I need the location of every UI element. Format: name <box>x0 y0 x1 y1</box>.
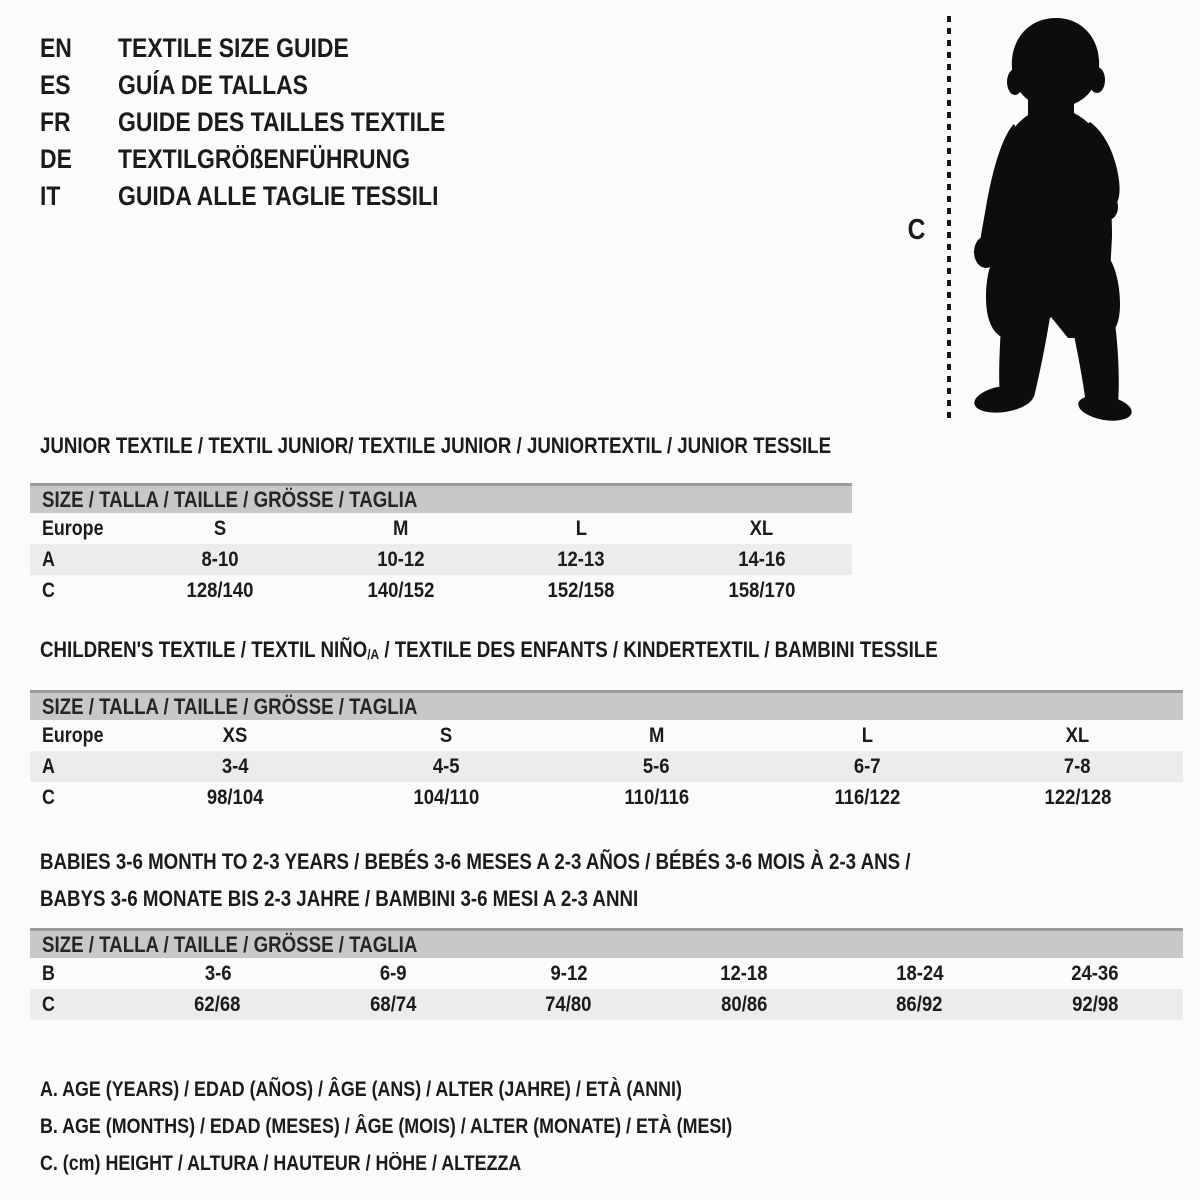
months-value: 3-6 <box>204 961 232 985</box>
language-title-list <box>40 30 503 215</box>
footnote-c: C. (cm) HEIGHT / ALTURA / HAUTEUR / HÖHE / ALTEZZA <box>40 1151 522 1175</box>
language-code: IT <box>40 181 61 211</box>
row-label: Europe <box>42 723 104 747</box>
height-value: 80/86 <box>721 992 768 1016</box>
age-value: 14-16 <box>738 547 786 571</box>
height-dashed-line <box>947 16 951 418</box>
height-value: 128/140 <box>186 578 254 602</box>
guide-title: TEXTILE SIZE GUIDE <box>118 33 349 63</box>
row-label: C <box>42 785 55 809</box>
height-value: 152/158 <box>547 578 615 602</box>
height-value: 116/122 <box>834 785 900 809</box>
table-row-age <box>30 751 1183 782</box>
size-header-bar <box>30 928 1183 958</box>
size-header-label: SIZE / TALLA / TAILLE / GRÖSSE / TAGLIA <box>42 931 418 957</box>
age-value: 5-6 <box>643 754 670 778</box>
height-value: 74/80 <box>545 992 592 1016</box>
language-row <box>40 30 503 67</box>
age-value: 3-4 <box>221 754 249 778</box>
table-row-height <box>30 575 852 606</box>
children-section-title: CHILDREN'S TEXTILE / TEXTIL NIÑO/A / TEXTILE DES ENFANTS / KINDERTEXTIL / BAMBINI TESSILE <box>40 637 938 662</box>
size-header-bar <box>30 690 1183 720</box>
legend-footnotes <box>40 1071 854 1182</box>
row-label: C <box>42 578 55 602</box>
guide-title: TEXTILGRÖßENFÜHRUNG <box>118 144 410 174</box>
table-row-europe <box>30 513 852 544</box>
months-value: 24-36 <box>1071 961 1119 985</box>
size-value: L <box>575 516 587 540</box>
table-row-europe <box>30 720 1183 751</box>
row-label: A <box>42 754 55 778</box>
language-code: DE <box>40 144 72 174</box>
size-value: M <box>648 723 665 747</box>
guide-title: GUIDA ALLE TAGLIE TESSILI <box>118 181 439 211</box>
row-label: Europe <box>42 516 104 540</box>
height-value: 122/128 <box>1044 785 1112 809</box>
babies-section-title-line2: BABYS 3-6 MONATE BIS 2-3 JAHRE / BAMBINI 3-6 MESI A 2-3 ANNI <box>40 886 639 911</box>
months-value: 6-9 <box>379 961 407 985</box>
height-value: 140/152 <box>367 578 435 602</box>
footnote-b: B. AGE (MONTHS) / EDAD (MESES) / ÂGE (MOIS) / ALTER (MONATE) / ETÀ (MESI) <box>40 1114 733 1138</box>
nino-a-subscript: /A <box>367 646 380 662</box>
toddler-silhouette-icon <box>962 12 1142 422</box>
guide-title: GUÍA DE TALLAS <box>118 70 308 100</box>
size-value: XS <box>222 723 248 747</box>
height-value: 98/104 <box>207 785 264 809</box>
babies-size-table <box>30 928 1183 1020</box>
height-value: 62/68 <box>194 992 241 1016</box>
table-row-age <box>30 544 852 575</box>
height-value: 104/110 <box>412 785 479 809</box>
size-value: XL <box>749 516 774 540</box>
row-label: C <box>42 992 55 1016</box>
table-row-height <box>30 782 1183 813</box>
language-row <box>40 178 503 215</box>
size-value: M <box>393 516 409 540</box>
row-label: A <box>42 547 55 571</box>
age-value: 7-8 <box>1064 754 1092 778</box>
language-code: EN <box>40 33 72 63</box>
size-header-label: SIZE / TALLA / TAILLE / GRÖSSE / TAGLIA <box>42 693 418 719</box>
age-value: 6-7 <box>853 754 881 778</box>
junior-section-title: JUNIOR TEXTILE / TEXTIL JUNIOR/ TEXTILE JUNIOR / JUNIORTEXTIL / JUNIOR TESSILE <box>40 433 832 458</box>
months-value: 18-24 <box>896 961 944 985</box>
months-value: 12-18 <box>720 961 768 985</box>
age-value: 4-5 <box>432 754 460 778</box>
guide-title: GUIDE DES TAILLES TEXTILE <box>118 107 446 137</box>
table-row-months <box>30 958 1183 989</box>
row-label: B <box>42 961 55 985</box>
babies-section-title-line1: BABIES 3-6 MONTH TO 2-3 YEARS / BEBÉS 3-6 MESES A 2-3 AÑOS / BÉBÉS 3-6 MOIS À 2-3 ANS / <box>40 849 911 874</box>
age-value: 10-12 <box>377 547 425 571</box>
size-value: L <box>861 723 873 747</box>
height-value: 86/92 <box>896 992 943 1016</box>
size-header-bar <box>30 483 852 513</box>
size-value: XL <box>1065 723 1090 747</box>
footnote-a: A. AGE (YEARS) / EDAD (AÑOS) / ÂGE (ANS) / ALTER (JAHRE) / ETÀ (ANNI) <box>40 1077 682 1101</box>
size-value: S <box>439 723 453 747</box>
size-value: S <box>214 516 227 540</box>
age-value: 12-13 <box>557 547 605 571</box>
height-measure-label: C <box>907 214 926 246</box>
table-row-height <box>30 989 1183 1020</box>
age-value: 8-10 <box>201 547 239 571</box>
height-value: 158/170 <box>728 578 796 602</box>
height-value: 68/74 <box>370 992 417 1016</box>
months-value: 9-12 <box>550 961 588 985</box>
language-row <box>40 104 503 141</box>
language-code: ES <box>40 70 71 100</box>
language-row <box>40 141 503 178</box>
language-row <box>40 67 503 104</box>
junior-size-table <box>30 483 852 606</box>
height-value: 110/116 <box>624 785 689 809</box>
language-code: FR <box>40 107 71 137</box>
children-size-table <box>30 690 1183 813</box>
height-value: 92/98 <box>1072 992 1119 1016</box>
size-header-label: SIZE / TALLA / TAILLE / GRÖSSE / TAGLIA <box>42 486 418 512</box>
